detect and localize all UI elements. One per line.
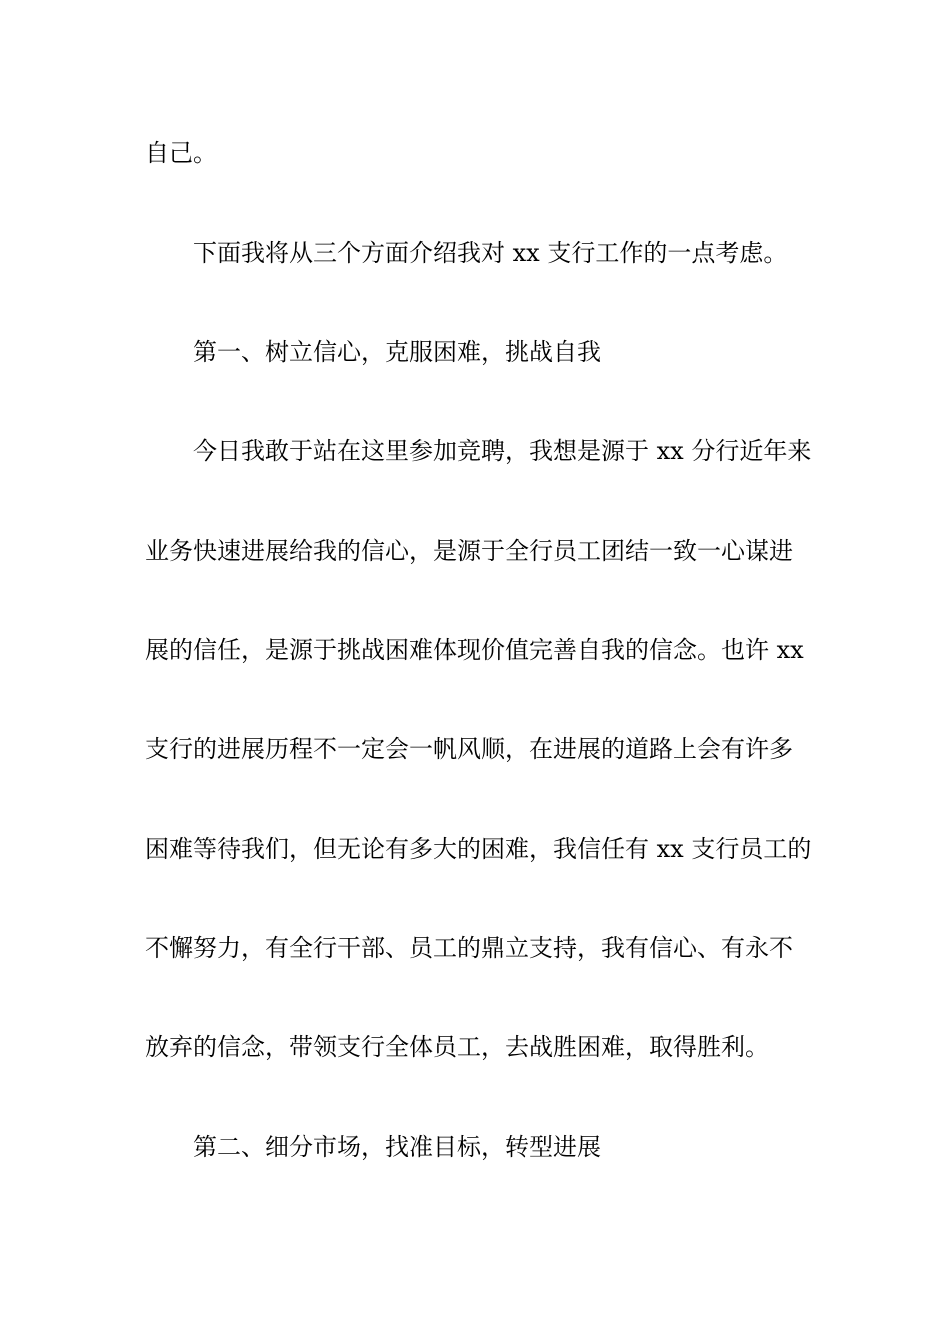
text-line: 自己。 xyxy=(145,139,217,167)
text-line: 展的信任，是源于挑战困难体现价值完善自我的信念。也许 xx xyxy=(145,636,804,664)
paragraph-line: 今日我敢于站在这里参加竞聘，我想是源于 xx 分行近年来 xyxy=(193,437,812,465)
section-heading: 第一、树立信心，克服困难，挑战自我 xyxy=(193,338,601,366)
text-line: 业务快速进展给我的信心，是源于全行员工团结一致一心谋进 xyxy=(145,537,793,565)
text-line: 放弃的信念，带领支行全体员工，去战胜困难，取得胜利。 xyxy=(145,1033,769,1061)
paragraph-line: 下面我将从三个方面介绍我对 xx 支行工作的一点考虑。 xyxy=(193,239,788,267)
section-heading: 第二、细分市场，找准目标，转型进展 xyxy=(193,1133,601,1161)
text-line: 支行的进展历程不一定会一帆风顺，在进展的道路上会有许多 xyxy=(145,735,793,763)
text-line: 不懈努力，有全行干部、员工的鼎立支持，我有信心、有永不 xyxy=(145,934,793,962)
text-line: 困难等待我们，但无论有多大的困难，我信任有 xx 支行员工的 xyxy=(145,835,812,863)
